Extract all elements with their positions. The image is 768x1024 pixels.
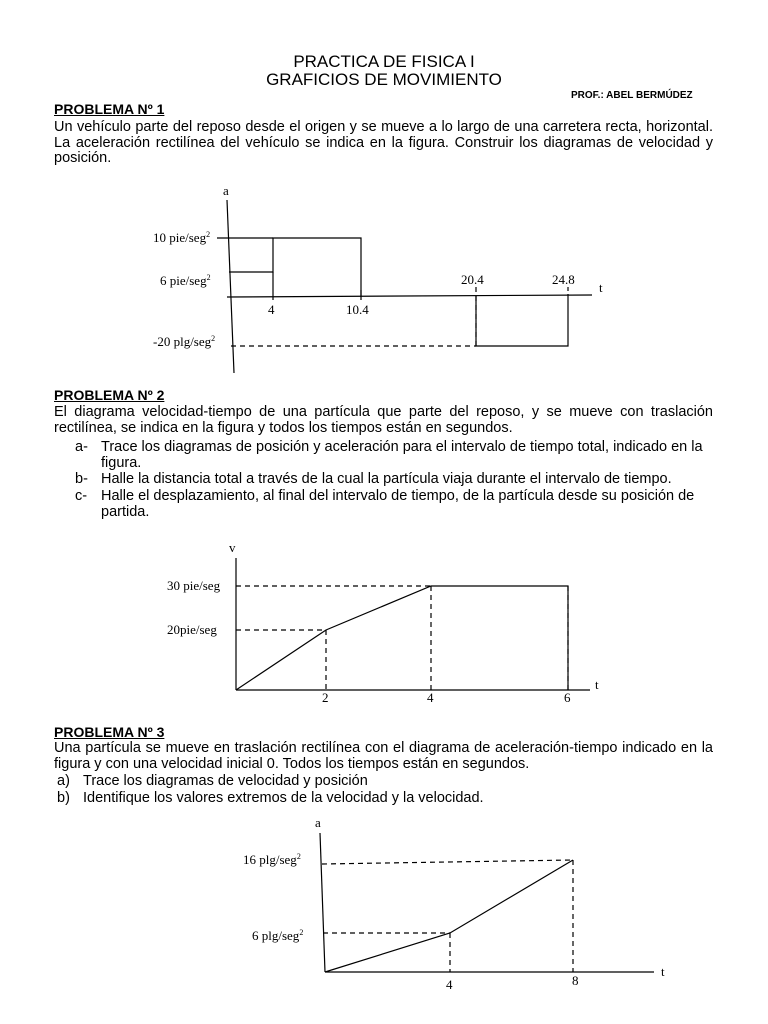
problem-2-text: El diagrama velocidad-tiempo de una partícula que parte del reposo, y se mueve con traslación rectilínea, se indica en la figura y todos los tiempos están en segundos. <box>54 404 713 436</box>
figure-3-ylabel-16: 16 plg/seg$^2$ <box>243 852 301 867</box>
figure-2-xtick-2: 2 <box>322 690 329 705</box>
figure-3-y-axis-label: a <box>315 815 321 830</box>
figure-3-y-axis <box>320 833 325 972</box>
figure-1-y-axis-label: a <box>223 183 229 198</box>
figure-3-acceleration-chart <box>320 833 654 972</box>
page-title: PRACTICA DE FISICA I <box>293 52 475 71</box>
figure-3-x-axis-label: t <box>661 964 665 979</box>
figure-1-ylabel-neg20: -20 plg/seg$^2$ <box>153 334 216 349</box>
problem-1-text: Un vehículo parte del reposo desde el origen y se mueve a lo largo de una carretera recta, horizontal. La aceleración rectilínea del vehículo se indica en la figura. Construir los diagramas de velocidad y posición. <box>54 119 713 166</box>
figure-1-series-negative <box>476 296 568 346</box>
figure-3-series-line <box>325 860 573 972</box>
problem-3-heading: PROBLEMA Nº 3 <box>54 724 165 740</box>
figure-3-xtick-8: 8 <box>572 973 579 988</box>
problem-2-item-b-text: Halle la distancia total a través de la cual la partícula viaja durante el intervalo de tiempo. <box>101 471 672 487</box>
problem-3-item-a-marker: a) <box>57 773 70 789</box>
problem-2-item-a-marker: a- <box>75 439 88 455</box>
figure-1-xtick-4: 4 <box>268 302 275 317</box>
problem-3-item-b-marker: b) <box>57 790 70 806</box>
figure-3-xtick-4: 4 <box>446 977 453 992</box>
problem-1-heading: PROBLEMA Nº 1 <box>54 101 165 117</box>
problem-3-text: Una partícula se mueve en traslación rectilínea con el diagrama de aceleración-tiempo indicado en la figura y con una velocidad inicial 0. Todos los tiempos están en segundos. <box>54 740 713 772</box>
figure-1-xtick-10-4: 10.4 <box>346 302 369 317</box>
problem-2-item-b-marker: b- <box>75 471 88 487</box>
figure-1-xtick-24-8: 24.8 <box>552 272 575 287</box>
figure-2-velocity-chart <box>236 558 590 690</box>
figure-1-x-axis <box>227 295 592 297</box>
problem-2-item-c-marker: c- <box>75 488 88 504</box>
figure-2-ylabel-20: 20pie/seg <box>167 622 217 637</box>
page-subtitle: GRAFICIOS DE MOVIMIENTO <box>266 70 502 89</box>
figure-1-series-line <box>229 238 361 296</box>
professor-name: PROF.: ABEL BERMÚDEZ <box>571 90 693 101</box>
figure-1-y-axis <box>227 200 234 373</box>
problem-3-item-a-text: Trace los diagramas de velocidad y posición <box>83 773 368 789</box>
figure-3-ylabel-6: 6 plg/seg$^2$ <box>252 928 304 943</box>
figure-2-x-axis-label: t <box>595 677 599 692</box>
figure-2-xtick-6: 6 <box>564 690 571 705</box>
figure-1-x-axis-label: t <box>599 280 603 295</box>
problem-2-item-a-text: Trace los diagramas de posición y aceleración para el intervalo de tiempo total, indicado en la figura. <box>101 439 703 471</box>
problem-3-item-b-text: Identifique los valores extremos de la velocidad y la velocidad. <box>83 790 484 806</box>
figure-1-xtick-20-4: 20.4 <box>461 272 484 287</box>
figure-1-ylabel-10: 10 pie/seg$^2$ <box>153 230 211 245</box>
figure-2-ylabel-30: 30 pie/seg <box>167 578 221 593</box>
problem-2-item-c-text: Halle el desplazamiento, al final del intervalo de tiempo, de la partícula desde su posición de partida. <box>101 488 695 520</box>
figure-2-series-line <box>236 586 568 690</box>
figure-1-ylabel-6: 6 pie/seg$^2$ <box>160 273 211 288</box>
figure-2-xtick-4: 4 <box>427 690 434 705</box>
figure-1-acceleration-chart <box>217 200 592 373</box>
figure-2-y-axis-label: v <box>229 540 236 555</box>
figure-3-dash-16 <box>322 860 573 864</box>
problem-2-heading: PROBLEMA Nº 2 <box>54 387 165 403</box>
